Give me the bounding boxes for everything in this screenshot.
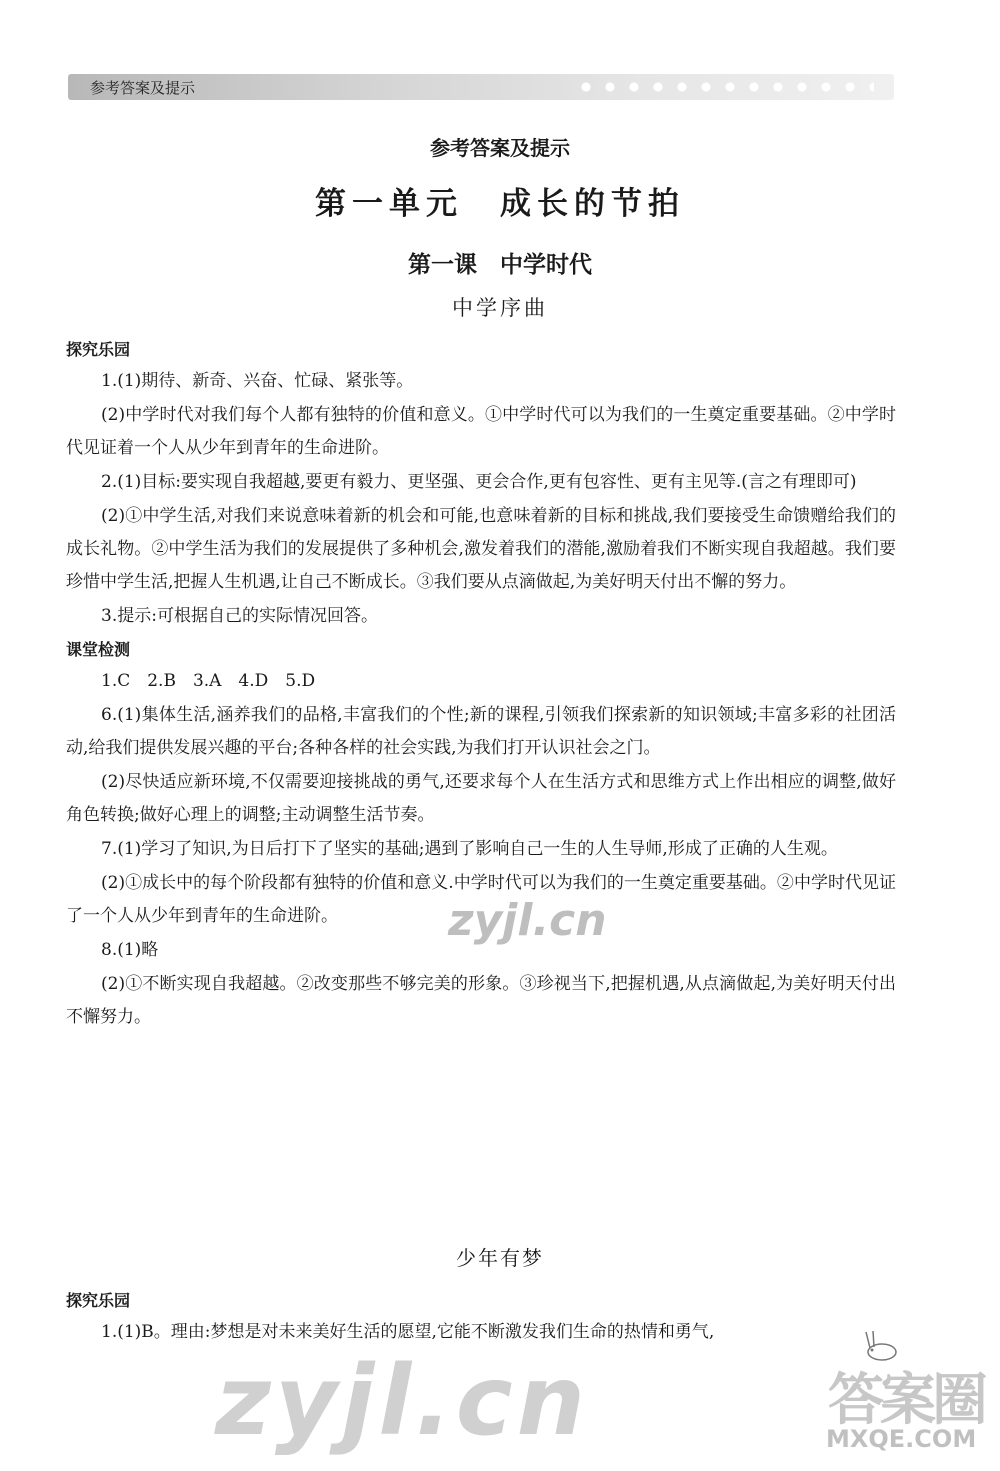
answer-item: (2)中学时代对我们每个人都有独特的价值和意义。①中学时代可以为我们的一生奠定重要基础。②中学时代见证着一个人从少年到青年的生命进阶。 <box>66 405 896 458</box>
answer-item: 1.C 2.B 3.A 4.D 5.D <box>101 671 316 691</box>
section-title-2: 少年有梦 <box>456 1246 544 1270</box>
logo-url-watermark: MXQE.COM <box>826 1425 977 1453</box>
answer-item: 8.(1)略 <box>101 940 159 960</box>
heading-check: 课堂检测 <box>66 640 131 659</box>
header-dots <box>574 80 874 94</box>
section-2-content <box>66 1284 896 1350</box>
header-label: 参考答案及提示 <box>90 79 196 97</box>
heading-explore-2: 探究乐园 <box>66 1291 131 1310</box>
lesson-title: 第一课 中学时代 <box>408 252 592 278</box>
answer-item: 6.(1)集体生活,涵养我们的品格,丰富我们的个性;新的课程,引领我们探索新的知识领域;丰富多彩的社团活动,给我们提供发展兴趣的平台;各种各样的社会实践,为我们打开认识社会之门。 <box>66 705 896 758</box>
answer-item: 2.(1)目标:要实现自我超越,要更有毅力、更坚强、更会合作,更有包容性、更有主见等.(言之有理即可) <box>101 472 857 492</box>
answer-item: (2)①不断实现自我超越。②改变那些不够完美的形象。③珍视当下,把握机遇,从点滴做起,为美好明天付出不懈努力。 <box>66 974 896 1027</box>
watermark-bottom: zyjl.cn <box>215 1345 589 1457</box>
watermark-mid: zyjl.cn <box>448 895 607 946</box>
unit-title: 第一单元 成长的节拍 <box>315 186 685 222</box>
logo-watermark: 答案圈 <box>828 1368 984 1433</box>
heading-explore: 探究乐园 <box>66 340 131 359</box>
main-title: 参考答案及提示 <box>430 136 570 160</box>
answer-item: 7.(1)学习了知识,为日后打下了坚实的基础;遇到了影响自己一生的人生导师,形成了正确的人生观。 <box>101 839 838 859</box>
answer-item: (2)尽快适应新环境,不仅需要迎接挑战的勇气,还要求每个人在生活方式和思维方式上作出相应的调整,做好角色转换;做好心理上的调整;主动调整生活节奏。 <box>66 772 896 825</box>
answer-item: 3.提示:可根据自己的实际情况回答。 <box>101 606 378 626</box>
answer-item: (2)①成长中的每个阶段都有独特的价值和意义.中学时代可以为我们的一生奠定重要基础。②中学时代见证了一个人从少年到青年的生命进阶。 <box>66 873 896 926</box>
section-title-1: 中学序曲 <box>452 296 548 320</box>
answer-item: 1.(1)期待、新奇、兴奋、忙碌、紧张等。 <box>101 371 414 391</box>
answer-item: (2)①中学生活,对我们来说意味着新的机会和可能,也意味着新的目标和挑战,我们要接受生命馈赠给我们的成长礼物。②中学生活为我们的发展提供了多种机会,激发着我们的潜能,激励着我们不断实现自我超越。我们要珍惜中学生活,把握人生机遇,让自己不断成长。③我们要从点滴做起,为美好明天付出不懈的努力。 <box>66 506 896 592</box>
answer-item: 1.(1)B。理由:梦想是对未来美好生活的愿望,它能不断激发我们生命的热情和勇气, <box>101 1322 715 1342</box>
